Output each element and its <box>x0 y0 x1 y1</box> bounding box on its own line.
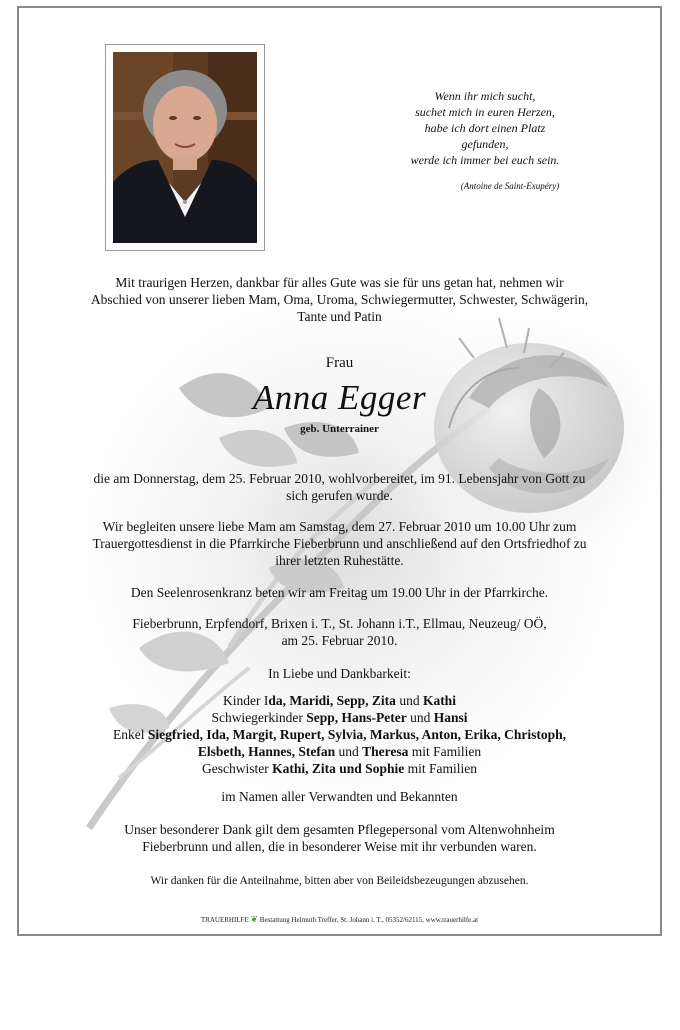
inlaws-prefix: Schwiegerkinder <box>211 710 307 725</box>
quote-line: suchet mich in euren Herzen, <box>415 105 555 119</box>
quote-author: (Antoine de Saint-Exupéry) <box>460 181 560 191</box>
inlaws-last: Hansi <box>433 710 468 725</box>
salutation: Frau <box>325 355 354 371</box>
footer-brand: TRAUERHILFE <box>200 916 249 924</box>
grand-names: Siegfried, Ida, Margit, Rupert, Sylvia, Markus, Anton, Erika, Christoph, <box>147 727 567 742</box>
condolence-note: Wir danken für die Anteilnahme, bitten aber von Beileidsbezeugungen abzusehen. <box>150 875 529 887</box>
quote-line: Wenn ihr mich sucht, <box>434 89 536 103</box>
quote <box>335 88 635 168</box>
places-line: Fieberbrunn, Erpfendorf, Brixen i. T., St. Johann i.T., Ellmau, Neuzeug/ OÖ, <box>132 616 547 631</box>
children-names: da, Maridi, Sepp, Zita <box>268 693 396 708</box>
obituary-card <box>17 6 662 936</box>
places-line: am 25. Februar 2010. <box>281 633 398 648</box>
thanks-line: Fieberbrunn und allen, die in besonderer Weise mit ihr verbunden waren. <box>142 839 537 854</box>
intro-paragraph <box>19 274 660 325</box>
portrait-photo <box>105 44 265 251</box>
children-last: Kathi <box>422 693 456 708</box>
death-notice <box>19 470 660 504</box>
siblings-line <box>19 760 660 777</box>
grand-last: Theresa <box>362 744 409 759</box>
siblings-names: Kathi, Zita und Sophie <box>272 761 405 776</box>
children-und: und <box>395 693 423 708</box>
grand-suffix: mit Familien <box>408 744 482 759</box>
portrait-image <box>113 52 257 243</box>
death-notice-line: die am Donnerstag, dem 25. Februar 2010, wohlvorbereitet, im 91. Lebensjahr von Gott zu <box>93 471 586 486</box>
intro-line: Tante und Patin <box>297 309 382 324</box>
inlaws-names: Sepp, Hans-Peter <box>306 710 407 725</box>
grandchildren-line <box>19 726 660 743</box>
footer-text: Bestattung Helmuth Treffer, St. Johann i. T., 05352/62115, www.trauerhilfe.at <box>259 916 479 924</box>
intro-line: Abschied von unserer lieben Mam, Oma, Uroma, Schwiegermutter, Schwester, Schwägerin, <box>90 292 589 307</box>
inlaws-line <box>19 709 660 726</box>
funeral-line: Trauergottesdienst in die Pfarrkirche Fieberbrunn und anschließend auf den Ortsfriedhof zu <box>92 536 587 551</box>
intro-line: Mit traurigen Herzen, dankbar für alles Gute was sie für uns getan hat, nehmen wir <box>115 275 564 290</box>
children-line <box>19 692 660 709</box>
thanks-paragraph <box>19 821 660 855</box>
siblings-suffix: mit Familien <box>404 761 477 776</box>
birth-name: geb. Unterrainer <box>300 423 379 435</box>
in-love-heading: In Liebe und Dankbarkeit: <box>268 666 411 681</box>
funeral-details <box>19 518 660 569</box>
funeral-line: ihrer letzten Ruhestätte. <box>275 553 404 568</box>
grandchildren-line-2 <box>19 743 660 760</box>
funeral-line: Wir begleiten unsere liebe Mam am Samstag, dem 27. Februar 2010 um 10.00 Uhr zum <box>102 519 577 534</box>
leaf-icon: ❦ <box>250 914 259 924</box>
inlaws-und: und <box>406 710 434 725</box>
children-prefix: Kinder I <box>223 693 269 708</box>
family-list <box>19 692 660 777</box>
quote-line: gefunden, <box>461 137 509 151</box>
thanks-line: Unser besonderer Dank gilt dem gesamten Pflegepersonal vom Altenwohnheim <box>124 822 555 837</box>
footer <box>19 914 660 925</box>
siblings-prefix: Geschwister <box>202 761 273 776</box>
deceased-name: Anna Egger <box>252 378 427 417</box>
relatives-line: im Namen aller Verwandten und Bekannten <box>221 789 458 804</box>
quote-line: werde ich immer bei euch sein. <box>410 153 560 167</box>
quote-line: habe ich dort einen Platz <box>424 121 546 135</box>
grand-names-2: Elsbeth, Hannes, Stefan <box>197 744 336 759</box>
death-notice-line: sich gerufen wurde. <box>286 488 393 503</box>
places-date <box>19 615 660 649</box>
rosary-notice: Den Seelenrosenkranz beten wir am Freitag um 19.00 Uhr in der Pfarrkirche. <box>130 585 549 600</box>
grand-und: und <box>335 744 363 759</box>
grand-prefix: Enkel <box>112 727 148 742</box>
